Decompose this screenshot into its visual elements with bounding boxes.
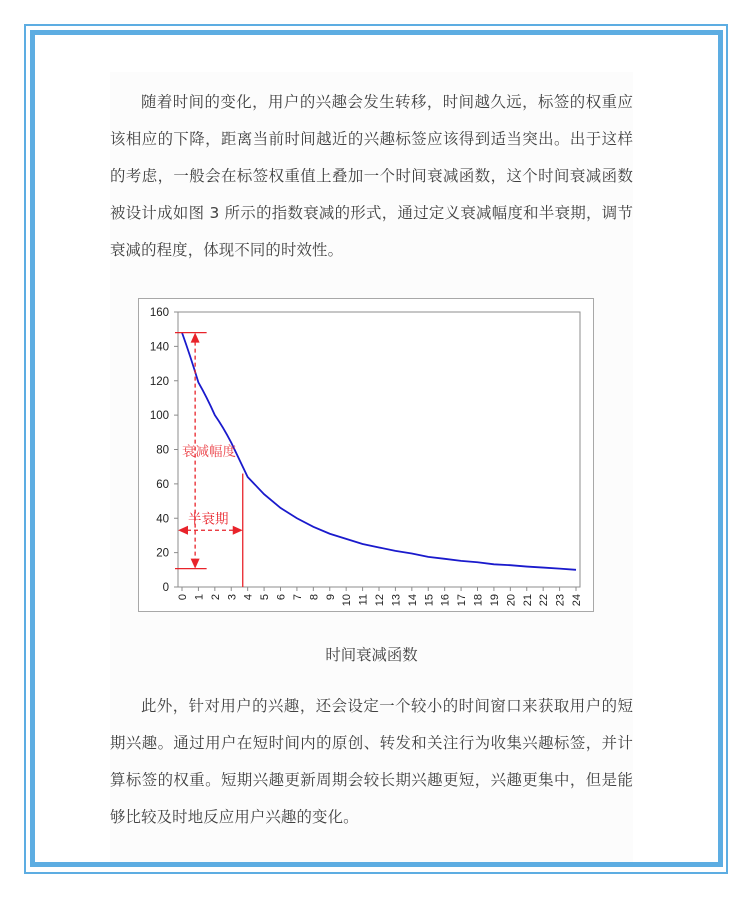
- y-tick-label: 20: [156, 547, 169, 560]
- paragraph-short-term: 此外，针对用户的兴趣，还会设定一个较小的时间窗口来获取用户的短期兴趣。通过用户在短时间内的原创、转发和关注行为收集兴趣标签，并计算标签的权重。短期兴趣更新周期会较长期兴趣更短，兴趣更集中，但是能够比较及时地反应用户兴趣的变化。: [110, 697, 633, 826]
- y-tick-label: 140: [149, 341, 169, 354]
- x-tick-label: 3: [226, 594, 239, 601]
- x-tick-label: 19: [488, 594, 501, 607]
- x-tick-label: 17: [456, 594, 469, 607]
- y-tick-label: 80: [156, 444, 169, 457]
- x-tick-label: 14: [406, 594, 419, 607]
- x-tick-label: 0: [177, 594, 189, 601]
- x-tick-label: 1: [193, 594, 206, 601]
- x-tick-label: 5: [259, 594, 272, 601]
- plot-area: [178, 312, 580, 587]
- x-tick-label: 2: [209, 594, 222, 601]
- x-tick-label: 6: [275, 594, 288, 601]
- x-tick-label: 4: [242, 594, 255, 601]
- decay-chart: [138, 298, 594, 612]
- article-content: [110, 72, 633, 862]
- y-tick-label: 40: [156, 513, 169, 526]
- amplitude-label: 衰减幅度: [182, 444, 236, 461]
- y-tick-label: 120: [149, 375, 169, 388]
- y-tick-label: 60: [156, 478, 169, 491]
- x-tick-label: 22: [538, 594, 551, 607]
- x-tick-label: 16: [439, 594, 452, 607]
- half-life-label: 半衰期: [188, 511, 229, 528]
- x-tick-label: 11: [357, 594, 370, 606]
- x-tick-label: 12: [374, 594, 386, 607]
- figure-caption: 时间衰减函数: [325, 646, 418, 664]
- y-tick-label: 0: [162, 582, 169, 594]
- x-tick-label: 15: [423, 594, 436, 607]
- x-tick-label: 7: [291, 594, 304, 601]
- y-tick-label: 100: [149, 410, 169, 423]
- x-tick-label: 9: [324, 594, 337, 601]
- x-tick-label: 8: [308, 594, 321, 601]
- x-tick-label: 24: [571, 594, 583, 607]
- y-tick-label: 160: [149, 307, 169, 319]
- x-tick-label: 23: [554, 594, 567, 607]
- x-tick-label: 20: [505, 594, 518, 607]
- x-tick-label: 21: [521, 594, 534, 607]
- x-tick-label: 13: [390, 594, 403, 607]
- chart-canvas: [139, 299, 595, 613]
- x-tick-label: 10: [341, 594, 354, 607]
- x-tick-label: 18: [472, 594, 485, 607]
- paragraph-intro: 随着时间的变化，用户的兴趣会发生转移，时间越久远，标签的权重应该相应的下降，距离当前时间越近的兴趣标签应该得到适当突出。出于这样的考虑，一般会在标签权重值上叠加一个时间衰减函数，这个时间衰减函数被设计成如图 3 所示的指数衰减的形式，通过定义衰减幅度和半衰期，调节衰减的程度，体现不同的时效性。: [110, 93, 633, 259]
